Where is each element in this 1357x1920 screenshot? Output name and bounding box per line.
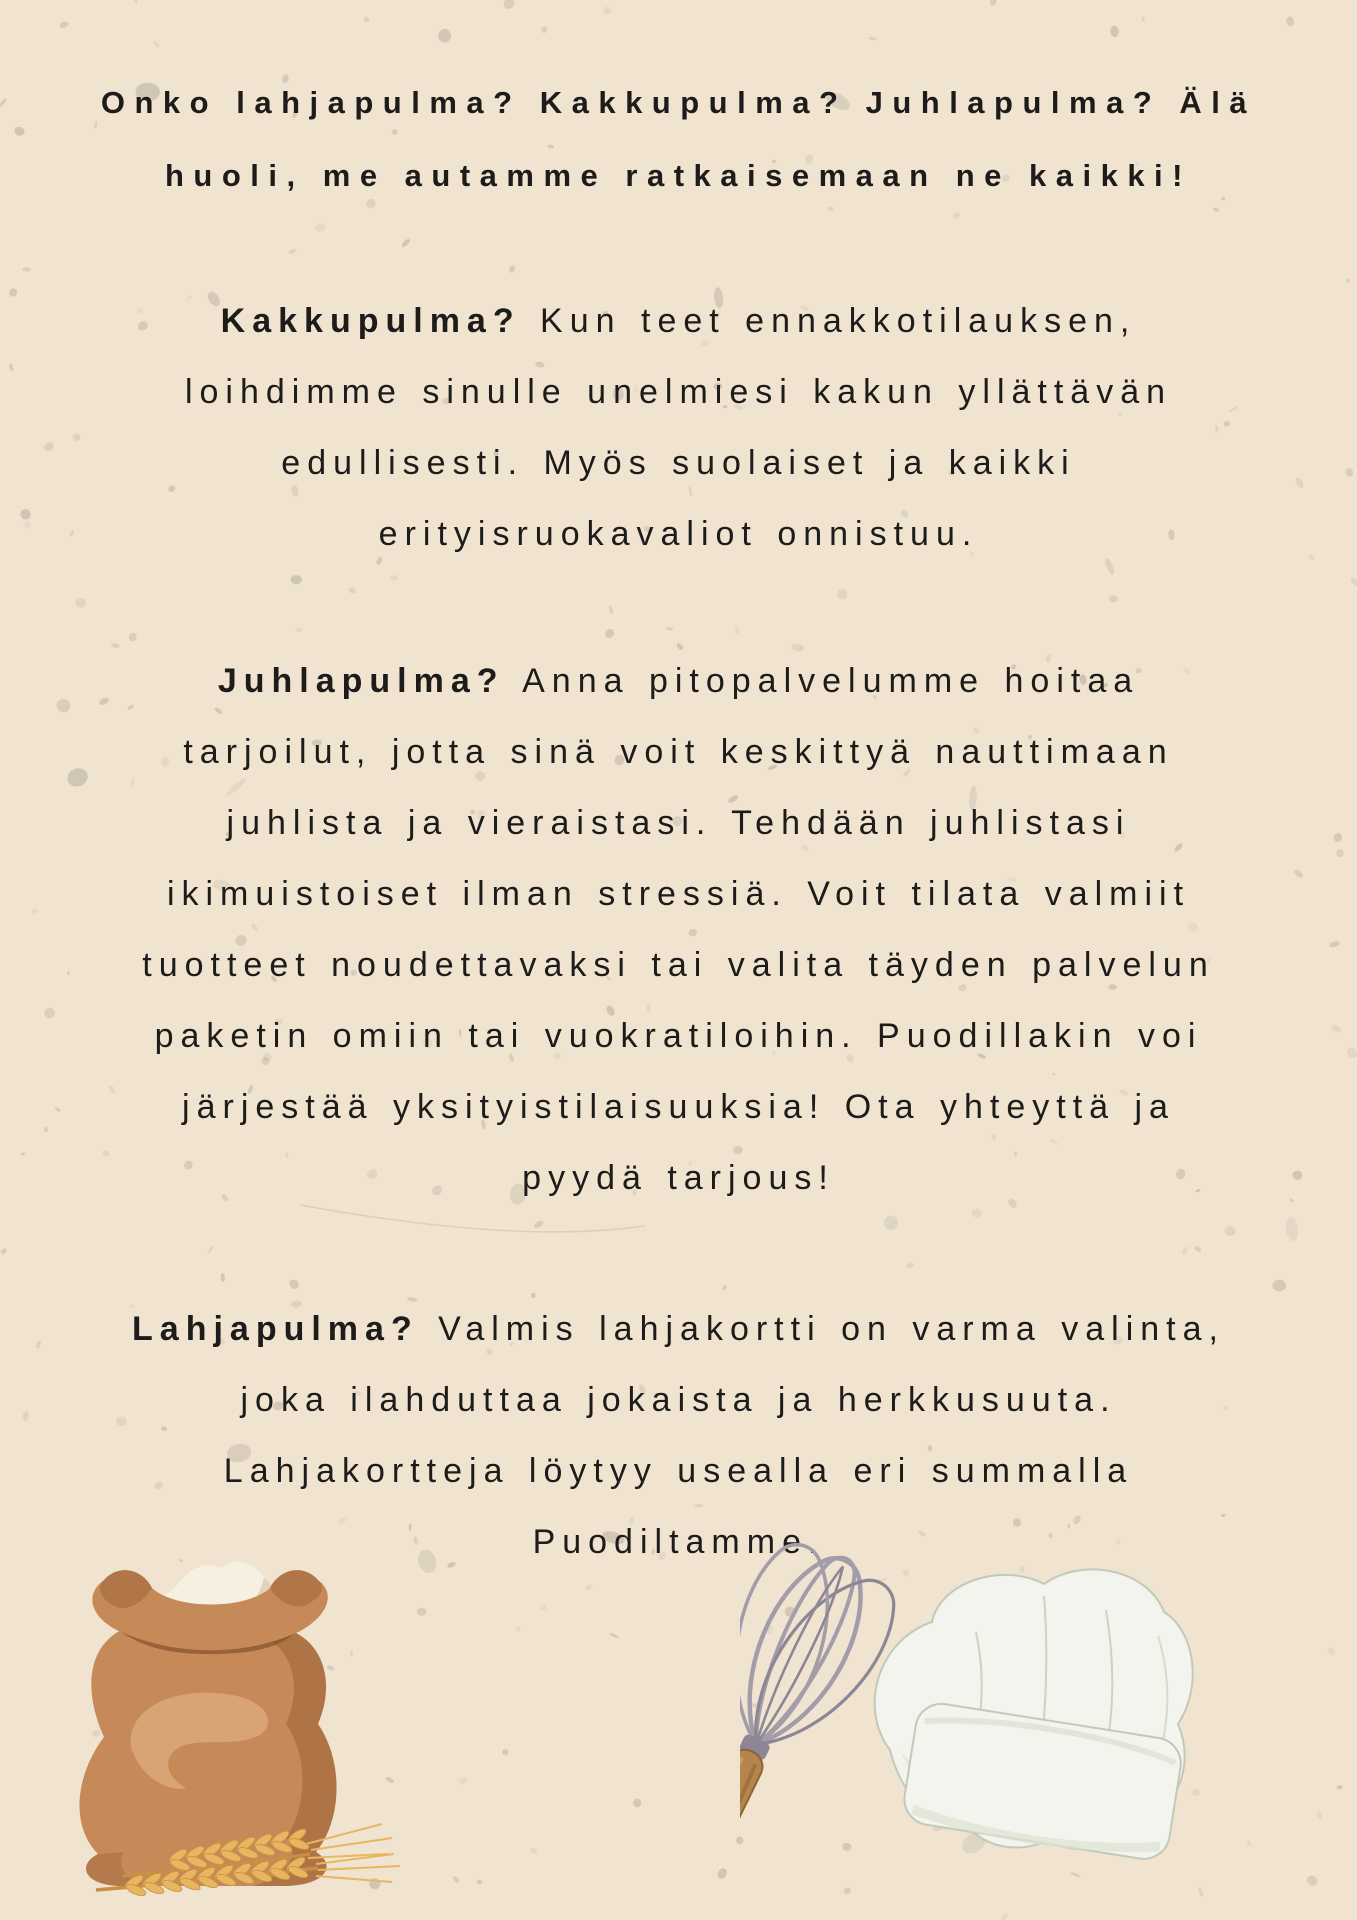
text-line: Puodiltamme. [532,1523,825,1561]
text-line: juhlista ja vieraistasi. Tehdään juhlistasi [226,804,1131,842]
paragraph-kakkupulma [30,286,1327,570]
text-line: pyydä tarjous! [522,1159,835,1197]
chef-hat [875,1569,1193,1864]
text-line: edullisesti. Myös suolaiset ja kaikki [281,444,1076,482]
text-line: paketin omiin tai vuokratiloihin. Puodillakin voi [154,1017,1203,1055]
paragraph-lead: Kakkupulma? [220,302,521,340]
text-line: erityisruokavaliot onnistuu. [378,515,979,553]
chef-hat-and-whisk-illustration [740,1540,1205,1920]
text-line: loihdimme sinulle unelmiesi kakun yllättävän [184,373,1173,411]
flyer-content [0,66,1357,1578]
text-line: huoli, me autamme ratkaisemaan ne kaikki! [165,158,1192,193]
paragraph-lahjapulma [30,1294,1327,1578]
text-line: Onko lahjapulma? Kakkupulma? Juhlapulma? Älä [100,85,1257,120]
text-line: järjestää yksityistilaisuuksia! Ota yhteyttä ja [182,1088,1175,1126]
text-line: tarjoilut, jotta sinä voit keskittyä nauttimaan [183,733,1174,771]
text-line: ikimuistoiset ilman stressiä. Voit tilata valmiit [166,875,1191,913]
text-line: joka ilahduttaa jokaista ja herkkusuuta. [240,1381,1117,1419]
text-line: Lahjakortteja löytyy usealla eri summalla [223,1452,1134,1490]
paragraph-lead: Juhlapulma? [217,662,505,700]
text-line: Juhlapulma? Anna pitopalvelumme hoitaa [217,662,1140,700]
flour-sack-illustration [26,1552,400,1908]
paragraph-lead: Lahjapulma? [132,1310,419,1348]
text-line: tuotteet noudettavaksi tai valita täyden palvelun [142,946,1215,984]
headline [30,66,1327,212]
whisk-handle [740,1732,774,1896]
paragraph-juhlapulma [30,646,1327,1214]
text-line: Kakkupulma? Kun teet ennakkotilauksen, [220,302,1137,340]
text-line: Lahjapulma? Valmis lahjakortti on varma valinta, [132,1310,1225,1348]
